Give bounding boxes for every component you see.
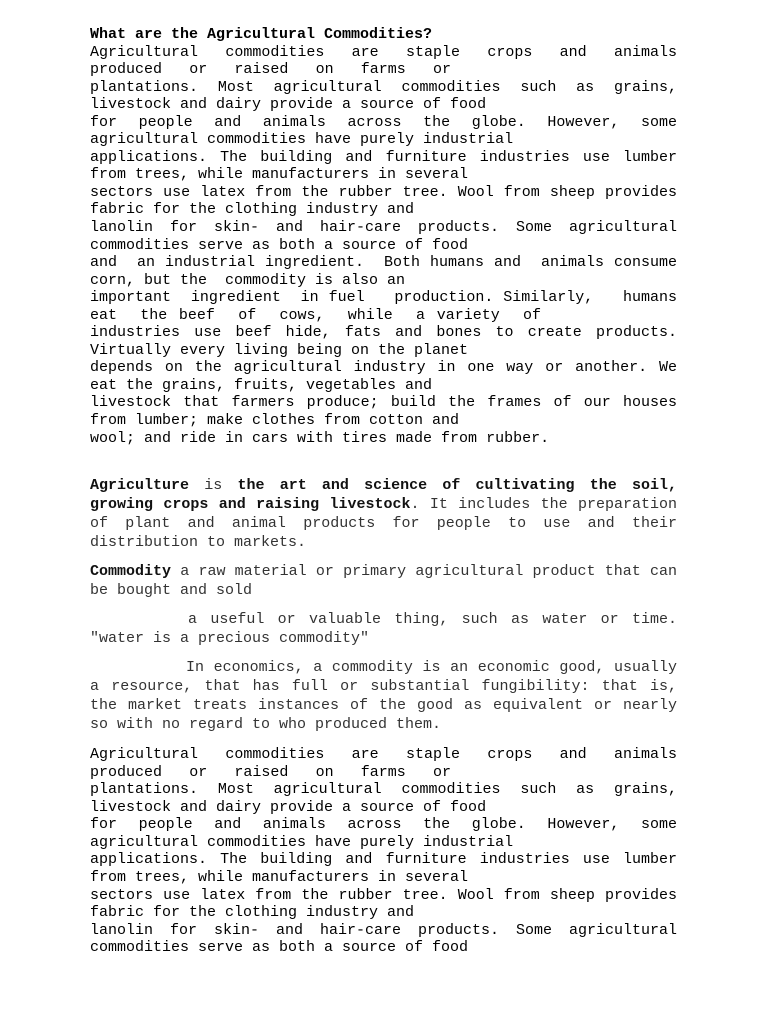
body-text-line: from trees, while manufacturers in several (90, 868, 469, 886)
body-text-line: agricultural commodities have purely industrial (90, 833, 514, 851)
body-text-line: corn, but the commodity is also an (90, 271, 406, 289)
body-text-line: depends on the agricultural industry in one way or another. We (90, 359, 677, 377)
body-text-line: eat the beef of cows, while a variety of (90, 306, 541, 324)
commodity-definition-text: a raw material or primary agricultural product that can be bought and sold (90, 563, 677, 600)
body-text-line: important ingredient in fuel production. Similarly, humans (90, 289, 677, 307)
body-text-line: for people and animals across the globe. However, some (90, 816, 677, 834)
body-text-line: Virtually every living being on the planet (90, 341, 469, 359)
term-commodity: Commodity (90, 563, 172, 581)
body-text-line: sectors use latex from the rubber tree. Wool from sheep provides (90, 183, 677, 201)
body-text-line: Agricultural commodities are staple crops and animals (90, 43, 677, 61)
repeated-commodities-section (90, 746, 677, 957)
agriculture-definition-emphasis: the art and science of cultivating the soil, growing crops and raising livestock (90, 477, 677, 514)
body-text-line: lanolin for skin- and hair-care products. Some agricultural (90, 921, 677, 939)
body-text-line: agricultural commodities have purely industrial (90, 131, 514, 149)
definition-connector: is (204, 477, 223, 495)
commodities-section (90, 26, 677, 447)
body-text-line: plantations. Most agricultural commodities such as grains, (90, 781, 677, 799)
body-text-line: industries use beef hide, fats and bones to create products. (90, 324, 677, 342)
body-text-line: livestock and dairy provide a source of food (90, 96, 487, 114)
agriculture-definition-text: . It includes the preparation of plant and animal products for people to use and their distribution to markets. (90, 496, 677, 552)
body-text-line: livestock that farmers produce; build the frames of our houses (90, 394, 677, 412)
body-text-line: sectors use latex from the rubber tree. Wool from sheep provides (90, 886, 677, 904)
body-text-line: from trees, while manufacturers in several (90, 166, 469, 184)
document-page (90, 26, 677, 957)
commodity-definition (90, 562, 677, 600)
body-text-line: produced or raised on farms or (90, 61, 451, 79)
term-agriculture: Agriculture (90, 477, 190, 495)
body-text-line: applications. The building and furniture industries use lumber (90, 851, 677, 869)
body-text-line: from lumber; make clothes from cotton and (90, 412, 460, 430)
body-text-line: commodities serve as both a source of food (90, 939, 469, 957)
body-text-line: commodities serve as both a source of food (90, 236, 469, 254)
section-heading: What are the Agricultural Commodities? (90, 26, 433, 43)
body-text-line: applications. The building and furniture industries use lumber (90, 148, 677, 166)
body-text-line: lanolin for skin- and hair-care products. Some agricultural (90, 219, 677, 237)
body-text-line: fabric for the clothing industry and (90, 201, 415, 219)
commodity-useful-thing-definition: a useful or valuable thing, such as water or time. "water is a precious commodity" (90, 611, 677, 648)
commodity-economics-definition: In economics, a commodity is an economic good, usually a resource, that has full or substantial fungibility: that is, the market treats instances of the good as equivalent or nearly so with no regard to who produced them. (90, 659, 677, 734)
body-text-line: for people and animals across the globe. However, some (90, 113, 677, 131)
definitions-section (90, 476, 677, 734)
body-text-line: fabric for the clothing industry and (90, 904, 415, 922)
agriculture-definition (90, 476, 677, 552)
body-text-line: and an industrial ingredient. Both humans and animals consume (90, 254, 677, 272)
body-text-line: plantations. Most agricultural commodities such as grains, (90, 78, 677, 96)
body-text-line: Agricultural commodities are staple crops and animals (90, 746, 677, 764)
body-text-line: livestock and dairy provide a source of food (90, 798, 487, 816)
body-text-line: eat the grains, fruits, vegetables and (90, 376, 433, 394)
body-text-line: produced or raised on farms or (90, 763, 451, 781)
body-text-line: wool; and ride in cars with tires made from rubber. (90, 429, 550, 447)
